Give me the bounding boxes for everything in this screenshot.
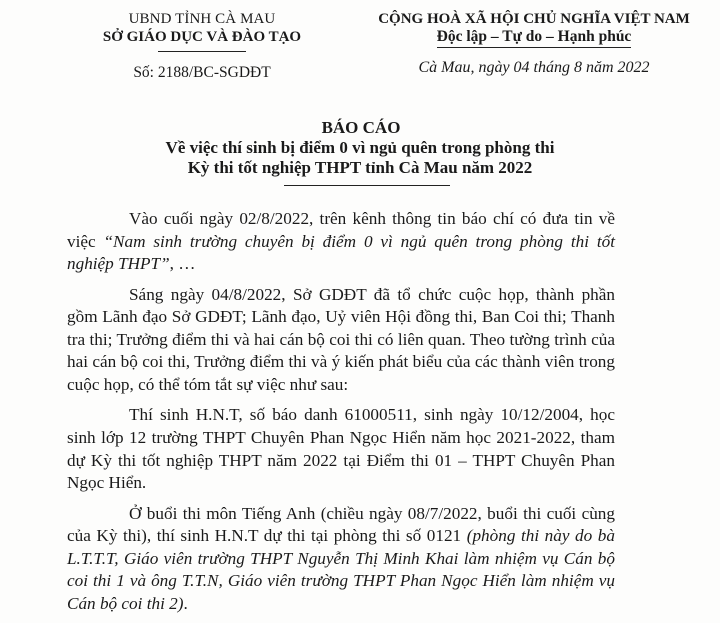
place-and-date: Cà Mau, ngày 04 tháng 8 năm 2022 (418, 59, 650, 76)
document-number: Số: 2188/BC-SGDĐT (133, 64, 271, 81)
paragraph-1-tail: , … (169, 254, 196, 274)
paragraph-3: Thí sinh H.N.T, số báo danh 61000511, sinh ngày 10/12/2004, học sinh lớp 12 trường THPT Chuyên Phan Ngọc Hiển năm học 2021-2022, tham dự Kỳ thi tốt nghiệp THPT năm 2022 tại Điểm thi 01 – THPT Chuyên Phan Ngọc Hiển. (67, 405, 615, 493)
subject-line-1: Về việc thí sinh bị điểm 0 vì ngủ quên trong phòng thi (165, 138, 555, 157)
quoted-headline: “Nam sinh trường chuyên bị điểm 0 vì ngủ quên trong phòng thi tốt nghiệp THPT” (67, 231, 615, 274)
paragraph-4-tail: . (183, 593, 188, 613)
paragraph-4-text: Ở buổi thi môn Tiếng Anh (chiều ngày 08/7/2022, buổi thi cuối cùng của Kỳ thi), thí sinh H.N.T dự thi tại phòng thi số 0121 (67, 503, 615, 546)
national-header-block (330, 10, 720, 77)
department-name: SỞ GIÁO DỤC VÀ ĐÀO TẠO (102, 29, 302, 45)
paragraph-1-text: Vào cuối ngày 02/8/2022, trên kênh thông tin báo chí có đưa tin về việc (67, 209, 615, 251)
report-body (67, 208, 615, 623)
title-underline (284, 185, 450, 186)
nation-name: CỘNG HOÀ XÃ HỘI CHỦ NGHĨA VIỆT NAM (378, 11, 690, 27)
subject-line-2: Kỳ thi tốt nghiệp THPT tỉnh Cà Mau năm 2022 (187, 158, 533, 177)
invigilator-note: (phòng thi này do bà L.T.T.T, Giáo viên trường THPT Nguyễn Thị Minh Khai làm nhiệm vụ Cán bộ coi thi 1 và ông T.T.N, Giáo viên trường THPT Phan Ngọc Hiển làm nhiệm vụ Cán bộ coi thi 2) (67, 526, 615, 613)
paragraph-4 (67, 503, 615, 616)
paragraph-1 (67, 208, 615, 276)
report-title-block (0, 118, 720, 186)
paragraph-2: Sáng ngày 04/8/2022, Sở GDĐT đã tổ chức cuộc họp, thành phần gồm Lãnh đạo Sở GDĐT; Lãnh đạo, Uỷ viên Hội đồng thi, Ban Coi thi; Thanh tra thi; Trưởng điểm thi và hai cán bộ coi thi có liên quan. Theo tường trình của hai cán bộ coi thi, Trưởng điểm thi và ý kiến phát biểu của các thành viên trong cuộc họp, có thể tóm tắt sự việc như sau: (67, 284, 615, 394)
agency-underline (158, 51, 246, 52)
national-motto: Độc lập – Tự do – Hạnh phúc (437, 28, 632, 48)
document-type: BÁO CÁO (321, 118, 401, 137)
issuing-agency-block (96, 10, 308, 82)
authority-name: UBND TỈNH CÀ MAU (128, 11, 276, 27)
